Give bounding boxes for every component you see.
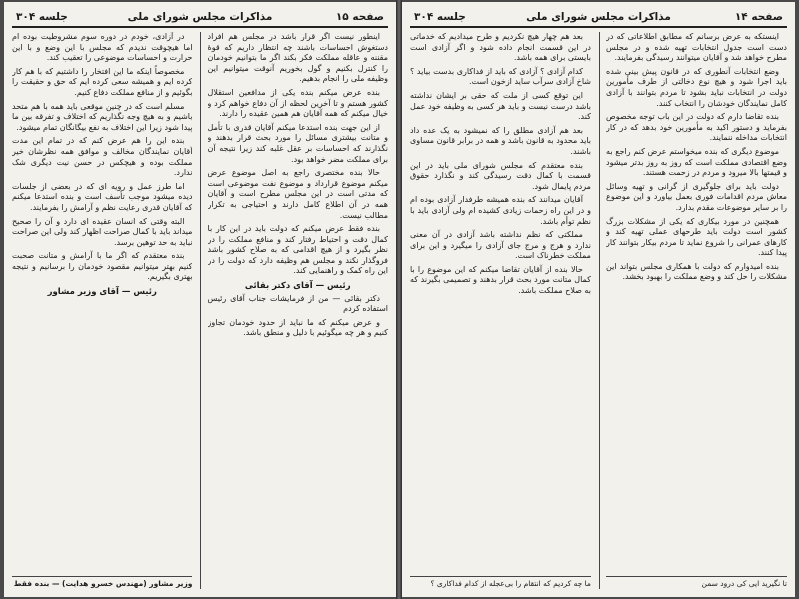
paragraph: و عرض میکنم که ما نباید از حدود خودمان تجاوز کنیم و هر چه میگوئیم با دلیل و منطق باشد. <box>207 317 388 338</box>
paragraph: از این جهت بنده استدعا میکنم آقایان قدری با تأمل و متانت بیشتری مسائل را مورد بحث قرار بدهند و نگذارند که احساسات بر عقل غلبه کند زیرا نتیجه آن برای مملکت مضر خواهد بود. <box>207 122 388 164</box>
paragraph: البته وقتی که انسان عقیده ای دارد و آن را صحیح میداند باید با کمال صراحت اظهار کند ولی این صراحت نباید به حد توهین برسد. <box>12 216 193 247</box>
paragraph: همچنین در مورد بیکاری که یکی از مشکلات بزرگ کشور است دولت باید طرحهای عملی تهیه کند و کارهای عمرانی را شروع نماید تا مردم بیکار بتوانند کار پیدا کنند. <box>606 216 787 258</box>
paragraph: بنده معتقدم که مجلس شورای ملی باید در این قسمت با کمال دقت رسیدگی کند و نگذارد حقوق مردم پایمال شود. <box>410 160 591 191</box>
paragraph: اما طرز عمل و رویه ای که در بعضی از جلسات دیده میشود موجب تأسف است و بنده استدعا میکنم که آقایان قدری رعایت نظم و آرامش را بفرمایند. <box>12 181 193 212</box>
column-divider <box>599 32 600 589</box>
page-header <box>410 8 787 28</box>
footer-note: تا نگیرید ایی کی درود سمن <box>606 576 787 589</box>
speaker-heading: رئیس — آقای وزیر مشاور <box>47 287 157 298</box>
paragraph: کدام آزادی ؟ آزادی که باید از فداکاری بدست بیاید ؟ شاخ آزادی سرآب ساید ازخون است. <box>410 66 591 87</box>
paragraph: وضع انتخابات آنطوری که در قانون پیش بینی شده باید اجرا شود و هیچ نوع دخالتی از طرف مأمورین دولت در انتخابات نباید بشود تا مردم بتوانند با آزادی کامل نمایندگان خودشان را انتخاب کنند. <box>606 66 787 108</box>
paragraph: بنده عرض میکنم بنده یکی از مدافعین استقلال کشور هستم و تا آخرین لحظه از آن دفاع خواهم کرد و خیال میکنم که همه آقایان هم همین عقیده را دارند. <box>207 87 388 119</box>
session-number: جلسه ۳۰۴ <box>16 11 68 23</box>
session-number: جلسه ۳۰۴ <box>414 11 466 23</box>
paragraph: حالا بنده از آقایان تقاضا میکنم که این موضوع را با کمال متانت مورد بحث قرار بدهند و تصمیمی بگیرند که به صلاح مملکت باشد. <box>410 264 591 296</box>
page-title: مذاکرات مجلس شورای ملی <box>526 11 671 23</box>
paragraph: بعد هم چهار هیچ نکردیم و طرح میدادیم که خدماتی در این قسمت انجام داده شود و اگر آزادی است بایستی برای همه باشد. <box>410 32 591 63</box>
paragraph: مملکتی که نظم نداشته باشد آزادی در آن معنی ندارد و هرج و مرج جای آزادی را میگیرد و این برای مملکت خطرناک است. <box>410 230 591 261</box>
page-number: صفحه ۱۵ <box>335 11 384 23</box>
page-right <box>402 2 795 597</box>
page-title: مذاکرات مجلس شورای ملی <box>127 11 273 23</box>
paragraph: مخصوصاً اینکه ما این افتخار را داشتیم که با هم کار کرده ایم و همیشه سعی کرده ایم که حق و حقیقت را بگوئیم و از منافع مملکت دفاع کنیم. <box>12 66 193 97</box>
paragraph: در آزادی، خودم در دوره سوم مشروطیت بوده ام اما هیچوقت ندیدم که مجلس با این وضع و با این حرارت و احساسات موضوعی را تعقیب کند. <box>12 32 193 63</box>
page-left <box>4 2 396 597</box>
text-columns <box>12 32 388 589</box>
paragraph: اینطور نیست اگر قرار باشد در مجلس هم افراد دستغوش احساسات باشند چه انتظار داریم که قوهٔ مقننه و عاقله مملکت فکر بکند اگر ما بتوانیم خودمان را کنترل بکنیم و گول بخوریم آنوقت میتوانیم این وظیفه ملی را انجام بدهیم. <box>207 32 388 84</box>
column-left <box>12 32 192 589</box>
paragraph: آقایان میدانند که بنده همیشه طرفدار آزادی بوده ام و در این راه زحمات زیادی کشیده ام ولی آزادی باید با نظم توأم باشد. <box>410 195 591 226</box>
paragraph: این توقع کسی از ملت که حقی بر ایشان نداشته باشد درست نیست و باید هر کسی به وظیفه خود عمل کند. <box>410 90 591 122</box>
paragraph: موضوع دیگری که بنده میخواستم عرض کنم راجع به وضع اقتصادی مملکت است که روز به روز بدتر میشود و قیمتها بالا میرود و مردم در زحمت هستند. <box>606 146 787 178</box>
column-right <box>606 32 787 589</box>
paragraph: بنده معتقدم که اگر ما با آرامش و متانت صحبت کنیم بهتر میتوانیم مقصود خودمان را برسانیم و نتیجه بهتری بگیریم. <box>12 251 193 282</box>
column-left <box>410 32 591 589</box>
paragraph: بنده این را هم عرض کنم که در تمام این مدت آقایان نمایندگان مخالف و موافق همه نظرشان خیر مملکت بوده و هیچکس در حسن نیت دیگری شک ندارد. <box>12 136 193 178</box>
footer-note: ما چه کردیم که انتقام را بی‌عجله از کدام فداکاری ؟ <box>410 576 591 589</box>
paragraph: بعد هم آزادی مطلق را که نمیشود به یک عده داد باید محدود به قانون باشد و همه در برابر قانون مساوی باشند. <box>410 125 591 156</box>
paragraph: اینستکه به عرض برسانم که مطابق اطلاعاتی که در دست است جدول انتخابات تهیه شده و در مجلس مطرح خواهد شد و آقایان میتوانند رسیدگی بفرمایند. <box>606 32 787 63</box>
page-number: صفحه ۱۴ <box>734 11 783 23</box>
footer-note: وزیر مشاور (مهندس خسرو هدایت) — بنده فقط <box>12 576 192 589</box>
paragraph: دولت باید برای جلوگیری از گرانی و تهیه وسائل معاش مردم اقدامات فوری بعمل بیاورد و این موضوع را بر سایر موضوعات مقدم بدارد. <box>606 181 787 212</box>
paragraph: بنده امیدوارم که دولت با همکاری مجلس بتواند این مشکلات را حل کند و وضع مملکت را بهبود بخشد. <box>606 261 787 282</box>
column-right <box>208 32 388 589</box>
paragraph: بنده فقط عرض میکنم که دولت باید در این کار با کمال دقت و احتیاط رفتار کند و منافع مملکت را در نظر بگیرد و از هیچ اقدامی که به صلاح کشور باشد فروگذار نکند و مجلس هم وظیفه دارد که دولت را در این راه کمک و راهنمایی کند. <box>207 224 388 276</box>
text-columns <box>410 32 787 589</box>
page-header <box>12 8 388 28</box>
speaker-intro: دکتر بقائی — من از فرمایشات جناب آقای رئیس استفاده کردم <box>207 293 388 314</box>
paragraph: بنده تقاضا دارم که دولت در این باب توجه مخصوص بفرماید و دستور اکید به مأمورین خود بدهد که در کار انتخابات مداخله ننمایند. <box>606 112 787 143</box>
paragraph: مسلم است که در چنین موقعی باید همه با هم متحد باشیم و به هیچ وجه نگذاریم که اختلاف و تفرقه بین ما پیدا شود زیرا این اختلاف به نفع بیگانگان تمام میشود. <box>12 101 193 132</box>
speaker-heading: رئیس — آقای دکتر بقائی <box>244 281 351 292</box>
column-divider <box>200 32 201 589</box>
paragraph: حالا بنده مختصری راجع به اصل موضوع عرض میکنم موضوع قرارداد و موضوع نفت موضوعی است که مدتی است در این مجلس مطرح است و آقایان همه در آن اطلاع کامل دارند و احتیاجی به تکرار مطالب نیست. <box>207 168 388 220</box>
